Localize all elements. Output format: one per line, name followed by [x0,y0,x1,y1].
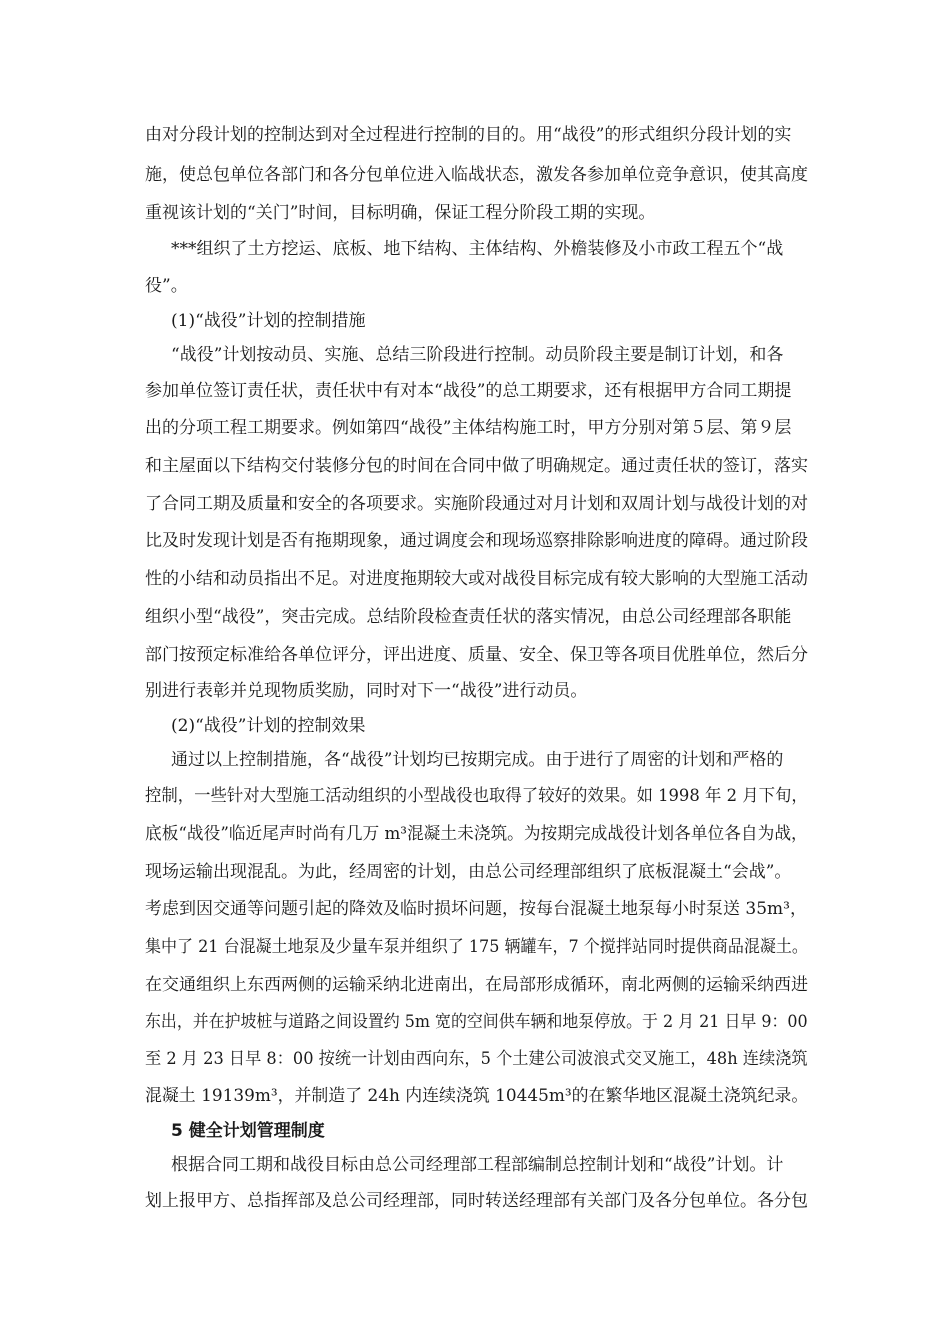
text-line: 通过以上控制措施，各“战役”计划均已按期完成。由于进行了周密的计划和严格的 [171,750,784,770]
text-line: 重视该计划的“关门”时间，目标明确，保证工程分阶段工期的实现。 [145,203,656,223]
text-line: 部门按预定标准给各单位评分，评出进度、质量、安全、保卫等各项目优胜单位，然后分 [145,645,808,665]
text-line: 由对分段计划的控制达到对全过程进行控制的目的。用“战役”的形式组织分段计划的实 [145,125,792,145]
subheading: (1)“战役”计划的控制措施 [171,311,366,331]
text-line: 和主屋面以下结构交付装修分包的时间在合同中做了明确规定。通过责任状的签订，落实 [145,456,808,476]
text-line: 出的分项工程工期要求。例如第四“战役”主体结构施工时，甲方分别对第５层、第９层 [145,418,792,438]
text-line: 划上报甲方、总指挥部及总公司经理部，同时转送经理部有关部门及各分包单位。各分包 [145,1191,808,1211]
text-line: 比及时发现计划是否有拖期现象，通过调度会和现场巡察排除影响进度的障碍。通过阶段 [145,531,808,551]
text-line: 至 2 月 23 日早 8：00 按统一计划由西向东，5 个土建公司波浪式交叉施工，48h 连续浇筑 [145,1049,808,1069]
text-line: 施，使总包单位各部门和各分包单位进入临战状态，激发各参加单位竞争意识，使其高度 [145,165,808,185]
text-line: 底板“战役”临近尾声时尚有几万 m³混凝土未浇筑。为按期完成战役计划各单位各自为战， [145,824,808,844]
text-line: 东出，并在护坡桩与道路之间设置约 5m 宽的空间供车辆和地泵停放。于 2 月 21 日早 9：00 [145,1012,808,1032]
text-line: 现场运输出现混乱。为此，经周密的计划，由总公司经理部组织了底板混凝土“会战”。 [145,862,792,882]
text-line: 参加单位签订责任状，责任状中有对本“战役”的总工期要求，还有根据甲方合同工期提 [145,381,792,401]
text-line: 混凝土 19139m³，并制造了 24h 内连续浇筑 10445m³的在繁华地区混凝土浇筑纪录。 [145,1086,809,1106]
text-line: 控制，一些针对大型施工活动组织的小型战役也取得了较好的效果。如 1998 年 2 月下旬， [145,786,808,806]
text-line: 组织小型“战役”，突击完成。总结阶段检查责任状的落实情况，由总公司经理部各职能 [145,607,792,627]
text-line: 集中了 21 台混凝土地泵及少量车泵并组织了 175 辆罐车，7 个搅拌站同时提供商品混凝土。 [145,937,808,957]
text-line: 性的小结和动员指出不足。对进度拖期较大或对战役目标完成有较大影响的大型施工活动 [145,569,808,589]
text-line: 役”。 [145,276,188,296]
section-heading: 5 健全计划管理制度 [171,1121,325,1141]
text-line: 考虑到因交通等问题引起的降效及临时损坏问题，按每台混凝土地泵每小时泵送 35m³， [145,899,807,919]
text-line: ***组织了土方挖运、底板、地下结构、主体结构、外檐装修及小市政工程五个“战 [171,239,784,259]
text-line: “战役”计划按动员、实施、总结三阶段进行控制。动员阶段主要是制订计划，和各 [171,345,784,365]
text-line: 别进行表彰并兑现物质奖励，同时对下一“战役”进行动员。 [145,681,588,701]
text-line: 了合同工期及质量和安全的各项要求。实施阶段通过对月计划和双周计划与战役计划的对 [145,494,808,514]
subheading: (2)“战役”计划的控制效果 [171,716,366,736]
text-line: 根据合同工期和战役目标由总公司经理部工程部编制总控制计划和“战役”计划。计 [171,1155,784,1175]
text-line: 在交通组织上东西两侧的运输采纳北进南出，在局部形成循环，南北两侧的运输采纳西进 [145,975,808,995]
